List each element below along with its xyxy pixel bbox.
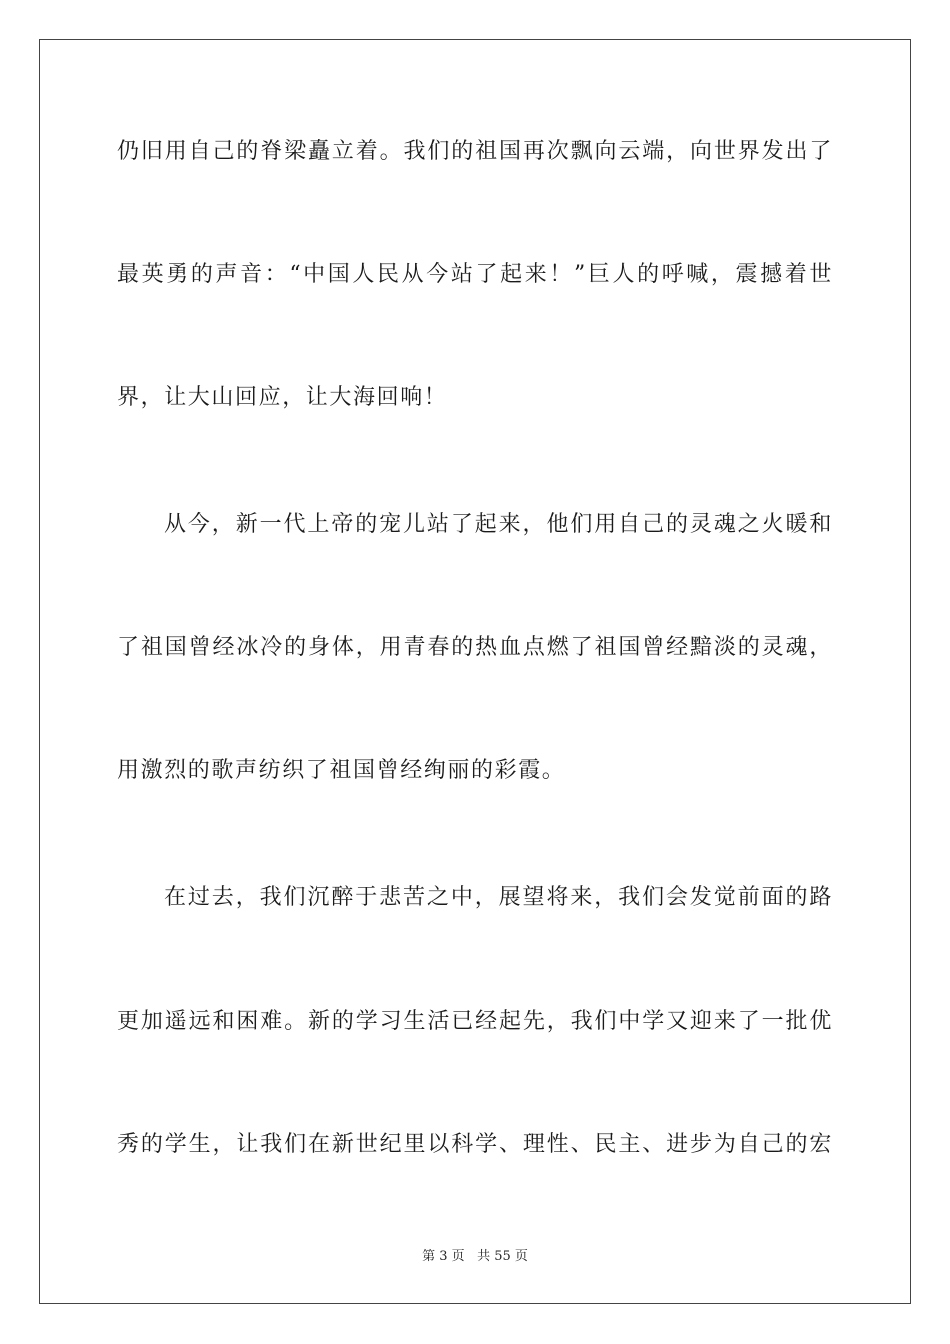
text-line-1: 仍旧用自己的脊梁矗立着。我们的祖国再次飘向云端，向世界发出了 [117,139,833,164]
page-number: 第 3 页 [422,1249,465,1264]
page-total: 共 55 页 [477,1249,528,1264]
text-line-7: 在过去，我们沉醉于悲苦之中，展望将来，我们会发觉前面的路 [164,885,833,910]
text-line-4: 从今，新一代上帝的宠儿站了起来，他们用自己的灵魂之火暖和 [164,512,833,537]
text-line-8: 更加遥远和困难。新的学习生活已经起先，我们中学又迎来了一批优 [117,1009,833,1034]
page-footer [0,1249,950,1265]
text-line-9: 秀的学生，让我们在新世纪里以科学、理性、民主、进步为自己的宏 [117,1132,833,1157]
text-line-5: 了祖国曾经冰冷的身体，用青春的热血点燃了祖国曾经黯淡的灵魂， [117,635,833,660]
text-line-2: 最英勇的声音：“中国人民从今站了起来！”巨人的呼喊，震撼着世 [117,262,833,287]
text-line-6: 用激烈的歌声纺织了祖国曾经绚丽的彩霞。 [117,758,566,783]
text-line-3: 界，让大山回应，让大海回响！ [117,385,448,410]
page-border [39,39,911,1304]
